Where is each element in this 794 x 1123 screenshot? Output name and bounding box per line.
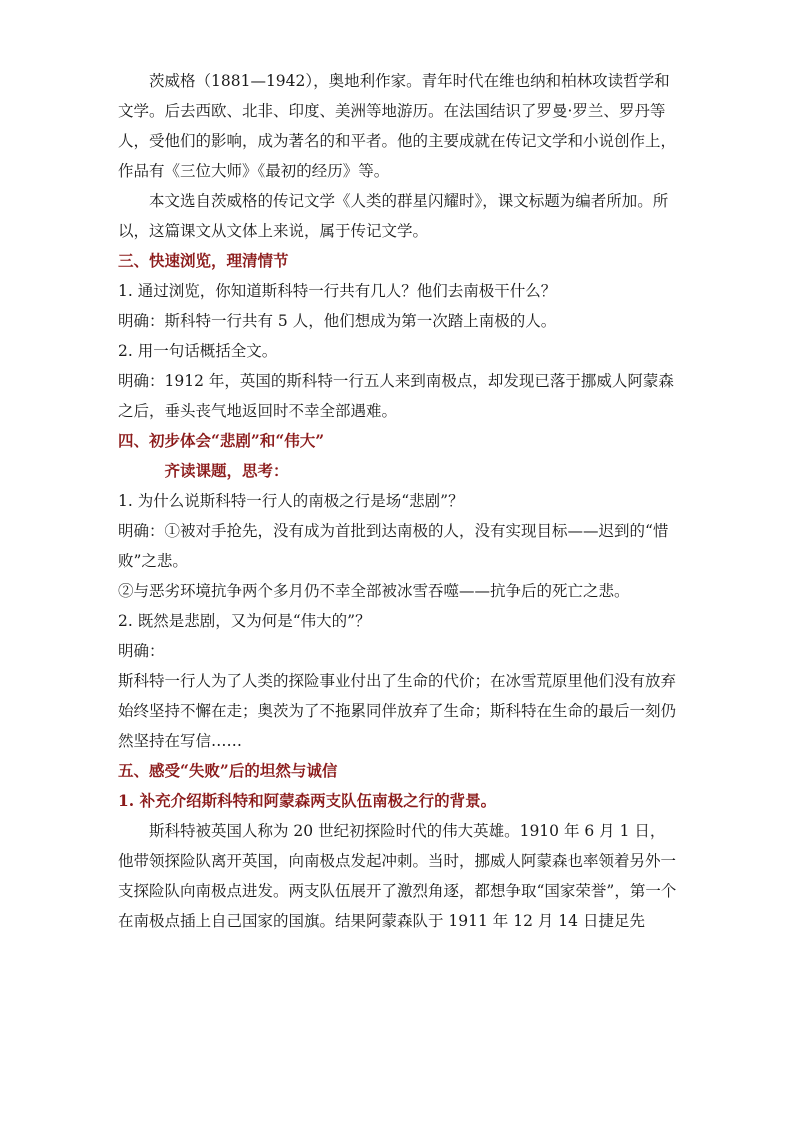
paragraph-author-intro: 茨威格（1881—1942），奥地利作家。青年时代在维也纳和柏林攻读哲学和文学。后去西欧、北非、印度、美洲等地游历。在法国结识了罗曼·罗兰、罗丹等人，受他们的影响，成为著名的和平者。他的主要成就在传记文学和小说创作上，作品有《三位大师》《最初的经历》等。 bbox=[118, 72, 677, 180]
answer-4-label: 明确： bbox=[118, 642, 165, 660]
document-body bbox=[118, 66, 680, 936]
section-heading-5-1: 1. 补充介绍斯科特和阿蒙森两支队伍南极之行的背景。 bbox=[118, 791, 497, 810]
answer-1: 明确：斯科特一行共有 5 人，他们想成为第一次踏上南极的人。 bbox=[118, 312, 557, 330]
question-1: 1. 通过浏览，你知道斯科特一行共有几人？他们去南极干什么？ bbox=[118, 282, 557, 300]
answer-2: 明确：1912 年，英国的斯科特一行五人来到南极点，却发现已落于挪威人阿蒙森之后，垂头丧气地返回时不幸全部遇难。 bbox=[118, 372, 674, 420]
section-subheading-4: 齐读课题，思考： bbox=[164, 461, 289, 480]
answer-3-part-2: ②与恶劣环境抗争两个多月仍不幸全部被冰雪吞噬——抗争后的死亡之悲。 bbox=[118, 582, 630, 600]
question-2: 2. 用一句话概括全文。 bbox=[118, 342, 278, 360]
section-heading-5: 五、感受“失败”后的坦然与诚信 bbox=[118, 761, 338, 780]
paragraph-background: 斯科特被英国人称为 20 世纪初探险时代的伟大英雄。1910 年 6 月 1 日，他带领探险队离开英国，向南极点发起冲刺。当时，挪威人阿蒙森也率领着另外一支探险队向南极点进发。两支队伍展开了激烈角逐，都想争取“国家荣誉”，第一个在南极点插上自己国家的国旗。结果阿蒙森队于 1911 年 12 月 14 日捷足先 bbox=[118, 822, 677, 930]
question-4: 2. 既然是悲剧，又为何是“伟大的”？ bbox=[118, 612, 371, 630]
section-heading-4: 四、初步体会“悲剧”和“伟大” bbox=[118, 431, 325, 450]
paragraph-source-intro: 本文选自茨威格的传记文学《人类的群星闪耀时》，课文标题为编者所加。所以，这篇课文从文体上来说，属于传记文学。 bbox=[118, 192, 669, 240]
answer-3-part-1: 明确：①被对手抢先，没有成为首批到达南极的人，没有实现目标——迟到的“惜败”之悲。 bbox=[118, 522, 669, 570]
question-3: 1. 为什么说斯科特一行人的南极之行是场“悲剧”？ bbox=[118, 492, 464, 510]
answer-4: 斯科特一行人为了人类的探险事业付出了生命的代价；在冰雪荒原里他们没有放弃始终坚持不懈在走；奥茨为了不拖累同伴放弃了生命；斯科特在生命的最后一刻仍然坚持在写信…… bbox=[118, 672, 677, 750]
section-heading-3: 三、快速浏览，理清情节 bbox=[118, 251, 289, 270]
